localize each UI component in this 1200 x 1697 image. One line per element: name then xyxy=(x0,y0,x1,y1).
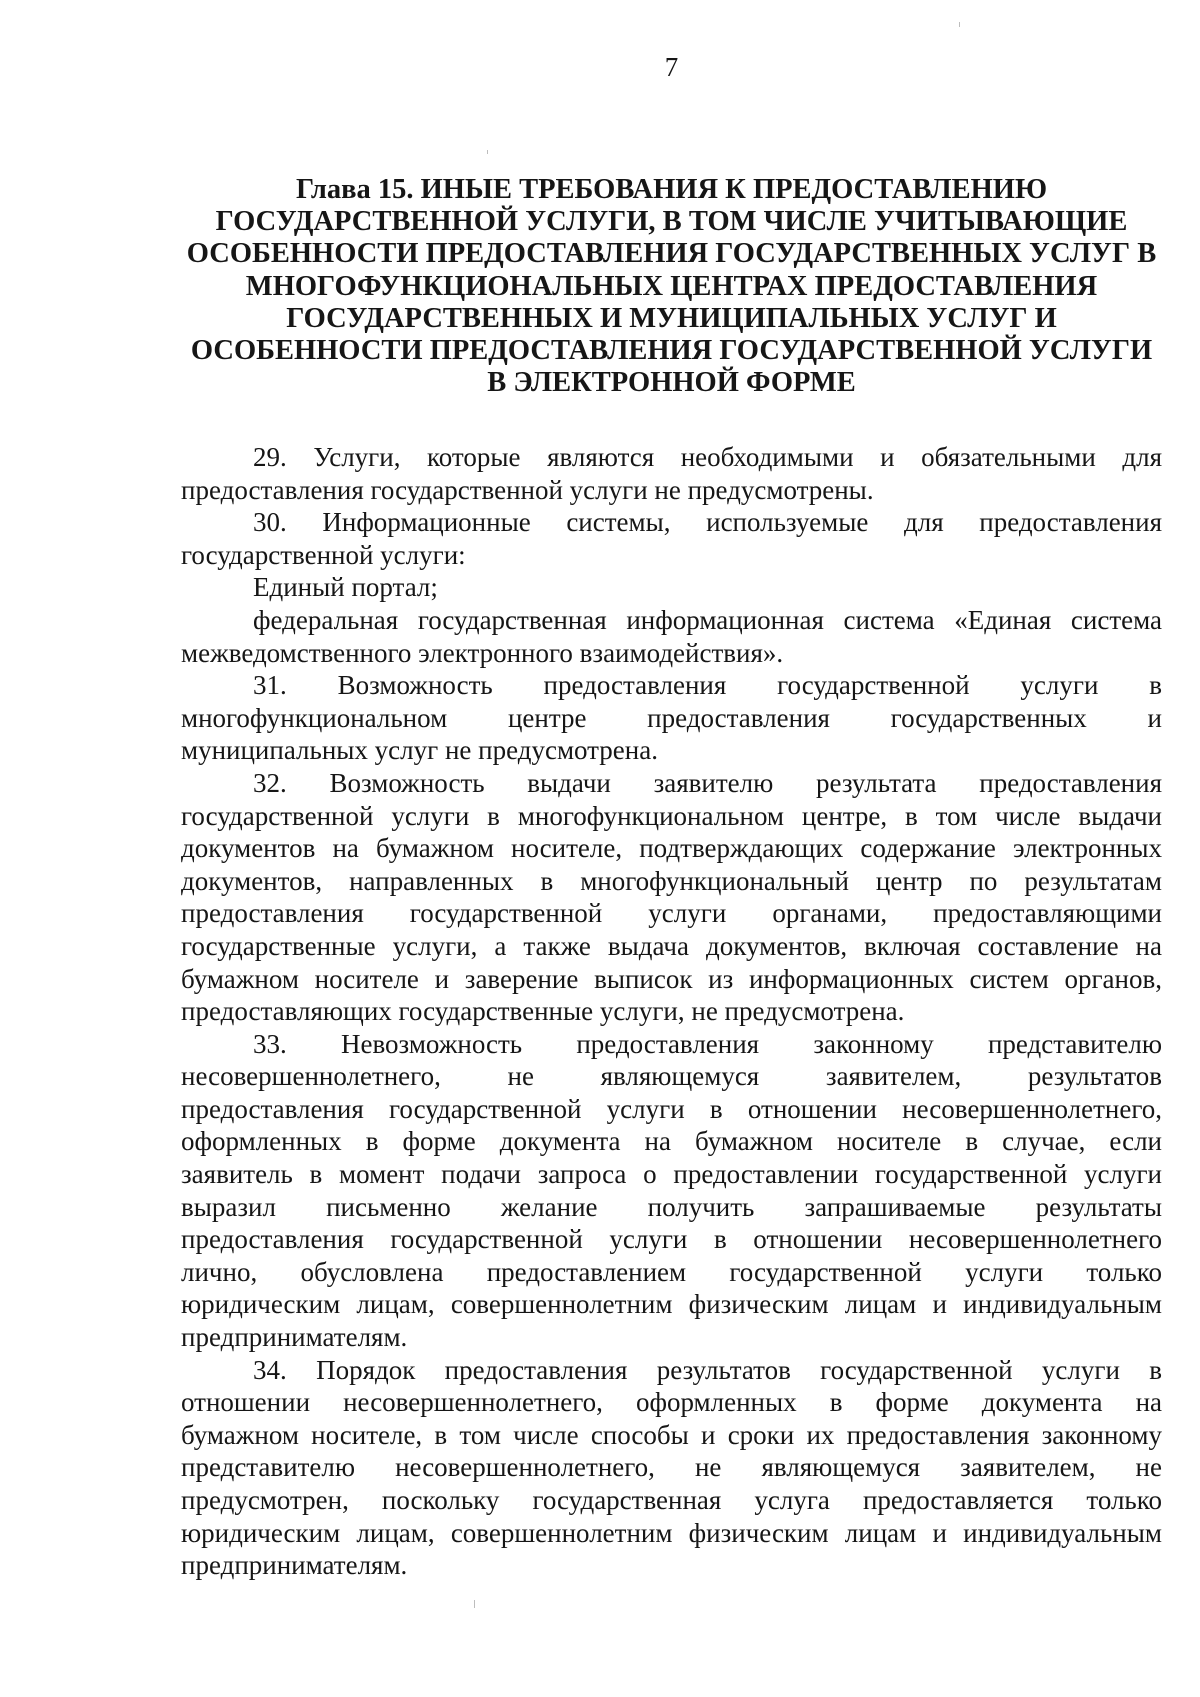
paragraph-33-line: оформленных в форме документа на бумажном носителе в случае, если xyxy=(181,1126,1162,1157)
paragraph-32-line: бумажном носителе и заверение выписок из информационных систем органов, xyxy=(181,963,1162,994)
paragraph-32-line: документов, направленных в многофункциональный центр по результатам xyxy=(181,865,1162,896)
paragraph-32-line: документов на бумажном носителе, подтверждающих содержание электронных xyxy=(181,833,1162,864)
paragraph-30-item: Единый портал; xyxy=(253,572,438,603)
paragraph-29-line: 29. Услуги, которые являются необходимыми и обязательными для xyxy=(253,442,1162,472)
paragraph-33-line: 33. Невозможность предоставления законному представителю xyxy=(253,1028,1162,1059)
scan-speck xyxy=(959,22,960,27)
paragraph-32-line: предоставления государственной услуги органами, предоставляющими xyxy=(181,898,1162,929)
paragraph-32-line: государственные услуги, а также выдача документов, включая составление на xyxy=(181,930,1162,961)
chapter-title-line: МНОГОФУНКЦИОНАЛЬНЫХ ЦЕНТРАХ ПРЕДОСТАВЛЕНИЯ xyxy=(245,270,1098,302)
chapter-title-line: В ЭЛЕКТРОННОЙ ФОРМЕ xyxy=(487,367,856,399)
paragraph-31-line: муниципальных услуг не предусмотрена. xyxy=(181,735,658,766)
paragraph-33-line: несовершеннолетнего, не являющемуся заявителем, результатов xyxy=(181,1061,1162,1092)
chapter-title-line: ГОСУДАРСТВЕННОЙ УСЛУГИ, В ТОМ ЧИСЛЕ УЧИТЫВАЮЩИЕ xyxy=(215,206,1128,238)
paragraph-31-line: многофункциональном центре предоставления государственных и xyxy=(181,702,1162,733)
scan-speck xyxy=(487,150,488,154)
paragraph-34-line: предусмотрен, поскольку государственная услуга предоставляется только xyxy=(181,1485,1162,1515)
paragraph-33-line: предоставления государственной услуги в отношении несовершеннолетнего, xyxy=(181,1093,1162,1124)
paragraph-33-line: юридическим лицам, совершеннолетним физическим лицам и индивидуальным xyxy=(181,1289,1162,1320)
paragraph-32-line: 32. Возможность выдачи заявителю результата предоставления xyxy=(253,767,1162,798)
paragraph-34-line: отношении несовершеннолетнего, оформленных в форме документа на xyxy=(181,1387,1162,1418)
chapter-title-line: ОСОБЕННОСТИ ПРЕДОСТАВЛЕНИЯ ГОСУДАРСТВЕННОЙ УСЛУГИ xyxy=(190,335,1153,367)
chapter-title-line: ОСОБЕННОСТИ ПРЕДОСТАВЛЕНИЯ ГОСУДАРСТВЕННЫХ УСЛУГ В xyxy=(186,238,1157,270)
paragraph-33-line: лично, обусловлена предоставлением государственной услуги только xyxy=(181,1256,1162,1287)
paragraph-33-line: предоставления государственной услуги в отношении несовершеннолетнего xyxy=(181,1224,1162,1255)
page-number: 7 xyxy=(664,52,679,82)
paragraph-34-line: юридическим лицам, совершеннолетним физическим лицам и индивидуальным xyxy=(181,1517,1162,1548)
paragraph-30-item: межведомственного электронного взаимодействия». xyxy=(181,637,784,668)
paragraph-32-line: предоставляющих государственные услуги, не предусмотрена. xyxy=(181,996,905,1027)
scan-speck xyxy=(474,1600,475,1608)
paragraph-33-line: заявитель в момент подачи запроса о предоставлении государственной услуги xyxy=(181,1159,1162,1190)
paragraph-34-line: представителю несовершеннолетнего, не являющемуся заявителем, не xyxy=(181,1452,1162,1483)
paragraph-33-line: выразил письменно желание получить запрашиваемые результаты xyxy=(181,1191,1162,1222)
paragraph-30-item: федеральная государственная информационная система «Единая система xyxy=(253,604,1162,635)
paragraph-34-line: бумажном носителе, в том числе способы и сроки их предоставления законному xyxy=(181,1419,1162,1450)
paragraph-33-line: предпринимателям. xyxy=(181,1322,408,1353)
paragraph-29-line: предоставления государственной услуги не предусмотрены. xyxy=(181,474,874,505)
chapter-body xyxy=(181,441,1162,1582)
chapter-title xyxy=(181,174,1162,399)
paragraph-30-line: государственной услуги: xyxy=(181,539,466,570)
paragraph-32-line: государственной услуги в многофункциональном центре, в том числе выдачи xyxy=(181,800,1162,831)
chapter-title-line: Глава 15. ИНЫЕ ТРЕБОВАНИЯ К ПРЕДОСТАВЛЕНИЮ xyxy=(295,174,1048,205)
paragraph-31-line: 31. Возможность предоставления государственной услуги в xyxy=(253,670,1162,701)
paragraph-34-line: 34. Порядок предоставления результатов государственной услуги в xyxy=(253,1354,1162,1385)
paragraph-30-line: 30. Информационные системы, используемые для предоставления xyxy=(253,507,1162,538)
chapter-title-line: ГОСУДАРСТВЕННЫХ И МУНИЦИПАЛЬНЫХ УСЛУГ И xyxy=(286,302,1057,334)
paragraph-34-line: предпринимателям. xyxy=(181,1550,408,1581)
